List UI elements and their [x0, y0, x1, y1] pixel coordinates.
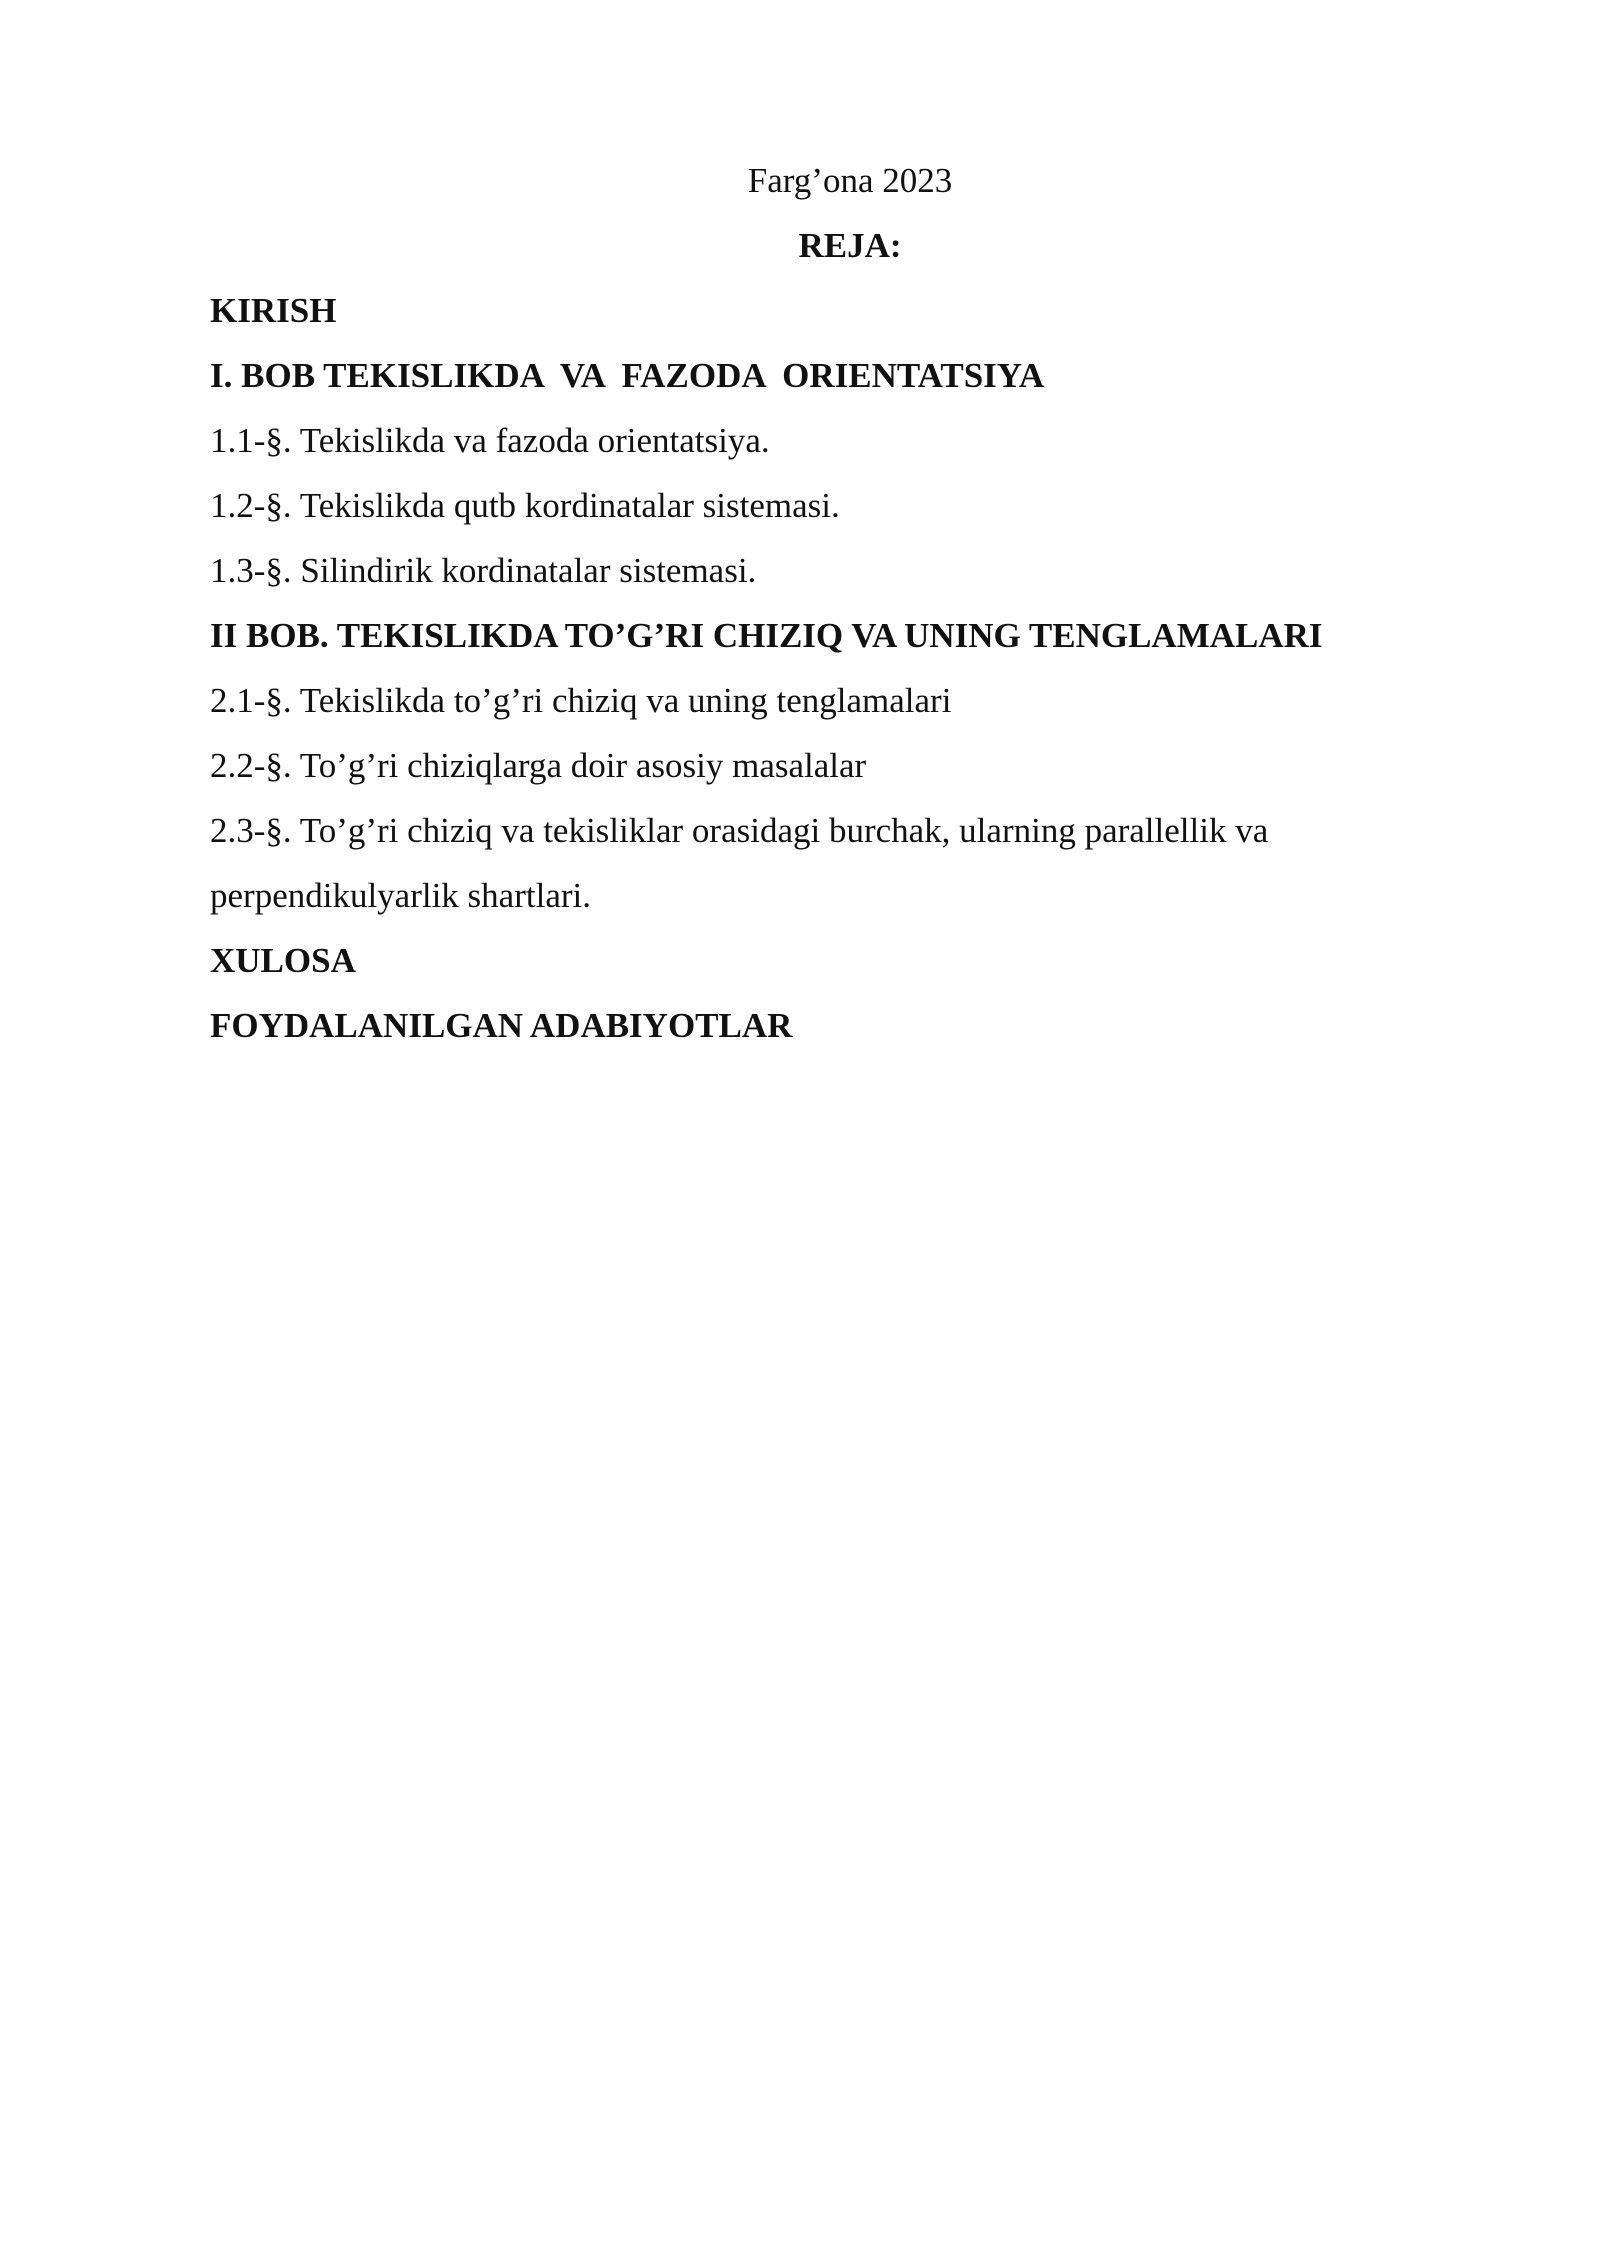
toc-section-2-3-continuation: perpendikulyarlik shartlari.: [210, 876, 591, 915]
place-year: Farg’ona 2023: [747, 161, 953, 200]
document-content: [210, 148, 1440, 1058]
toc-section-1-3: 1.3-§. Silindirik kordinatalar sistemasi.: [210, 551, 757, 590]
toc-section-1-2: 1.2-§. Tekislikda qutb kordinatalar sistemasi.: [210, 486, 840, 525]
toc-conclusion: XULOSA: [210, 941, 356, 980]
toc-section-1-1: 1.1-§. Tekislikda va fazoda orientatsiya.: [210, 421, 770, 460]
toc-intro: KIRISH: [210, 291, 337, 330]
toc-references: FOYDALANILGAN ADABIYOTLAR: [210, 1006, 793, 1045]
plan-title: REJA:: [798, 226, 902, 265]
toc-section-2-3: 2.3-§. To’g’ri chiziq va tekisliklar orasidagi burchak, ularning parallellik va: [210, 811, 1269, 850]
toc-chapter-2-title: II BOB. TEKISLIKDA TO’G’RI CHIZIQ VA UNING TENGLAMALARI: [210, 616, 1323, 655]
toc-section-2-2: 2.2-§. To’g’ri chiziqlarga doir asosiy masalalar: [210, 746, 867, 785]
toc-chapter-1-title: I. BOB TEKISLIKDA VA FAZODA ORIENTATSIYA: [210, 356, 1045, 395]
toc-section-2-1: 2.1-§. Tekislikda to’g’ri chiziq va uning tenglamalari: [210, 681, 952, 720]
